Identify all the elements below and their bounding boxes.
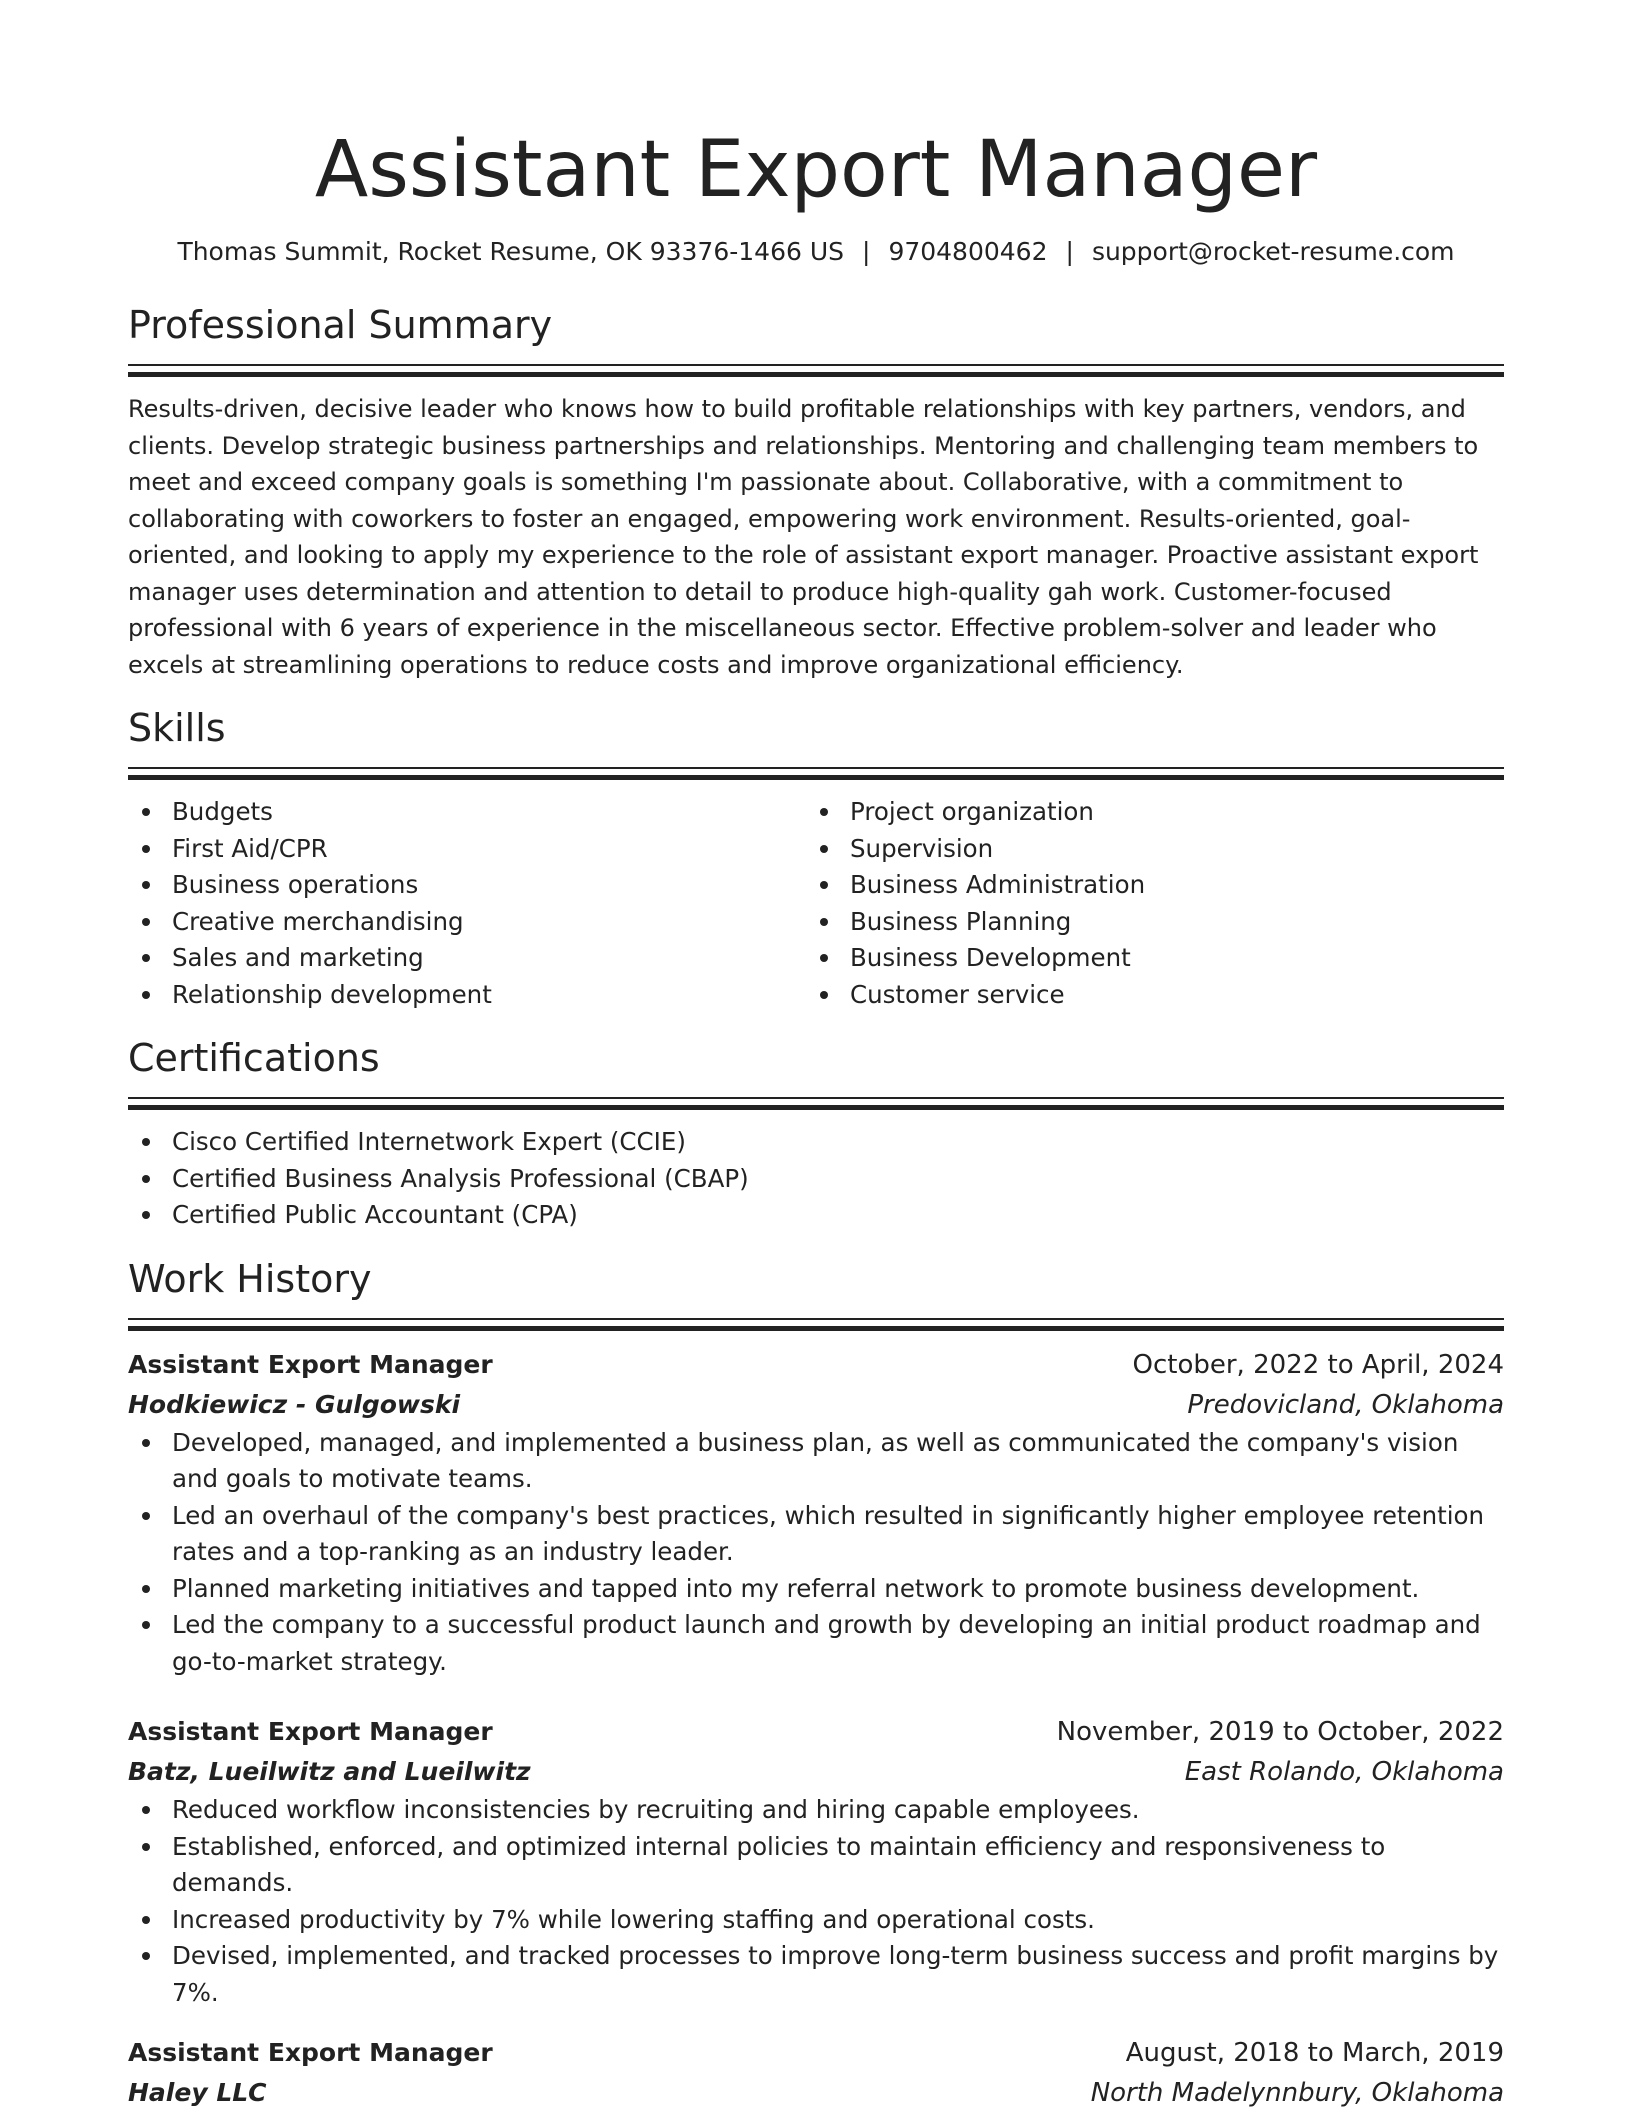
skill-item: Relationship development	[128, 977, 806, 1014]
job-bullet-list	[128, 1425, 1504, 1681]
job-title: Assistant Export Manager	[128, 2033, 493, 2073]
skill-item: Business Development	[806, 940, 1484, 977]
job-title: Assistant Export Manager	[128, 1345, 493, 1385]
job-location: Predovicland, Oklahoma	[1187, 1385, 1504, 1425]
contact-separator: |	[1066, 236, 1074, 268]
section-divider	[128, 1097, 1504, 1110]
job-entry	[128, 1345, 1504, 1681]
bullet-icon	[142, 1138, 150, 1146]
skill-item: Customer service	[806, 977, 1484, 1014]
section-divider	[128, 1318, 1504, 1331]
bullet-icon	[820, 881, 828, 889]
certification-item: Certified Public Accountant (CPA)	[128, 1197, 1504, 1234]
contact-email: support@rocket-resume.com	[1092, 237, 1455, 266]
bullet-icon	[142, 991, 150, 999]
job-company-row	[128, 1752, 1504, 1792]
bullet-icon	[142, 881, 150, 889]
work-history-section	[128, 1256, 1504, 2113]
job-entry	[128, 1712, 1504, 2011]
certification-item: Certified Business Analysis Professional (CBAP)	[128, 1161, 1504, 1198]
section-divider	[128, 364, 1504, 377]
job-company: Batz, Lueilwitz and Lueilwitz	[128, 1752, 531, 1792]
section-divider	[128, 767, 1504, 780]
work-history-heading: Work History	[128, 1256, 1504, 1302]
job-header-row	[128, 1712, 1504, 1752]
bullet-icon	[142, 1806, 150, 1814]
skill-item: Sales and marketing	[128, 940, 806, 977]
summary-section	[128, 302, 1504, 683]
resume-title: Assistant Export Manager	[128, 122, 1504, 218]
skill-item: Budgets	[128, 794, 806, 831]
skill-item: Project organization	[806, 794, 1484, 831]
job-bullet: Led an overhaul of the company's best practices, which resulted in significantly higher employee retention rates and a top-ranking as an industry leader.	[128, 1498, 1504, 1571]
certification-item: Cisco Certified Internetwork Expert (CCIE)	[128, 1124, 1504, 1161]
bullet-icon	[142, 1952, 150, 1960]
bullet-icon	[142, 1843, 150, 1851]
job-bullet: Developed, managed, and implemented a business plan, as well as communicated the company's vision and goals to motivate teams.	[128, 1425, 1504, 1498]
job-bullet-list	[128, 1792, 1504, 2011]
summary-heading: Professional Summary	[128, 302, 1504, 348]
bullet-icon	[142, 1585, 150, 1593]
skills-heading: Skills	[128, 705, 1504, 751]
bullet-icon	[142, 1439, 150, 1447]
job-bullet: Increased productivity by 7% while lowering staffing and operational costs.	[128, 1902, 1504, 1939]
job-company-row	[128, 2073, 1504, 2113]
certifications-list	[128, 1124, 1504, 1234]
job-bullet: Led the company to a successful product launch and growth by developing an initial product roadmap and go-to-market strategy.	[128, 1607, 1504, 1680]
bullet-icon	[820, 918, 828, 926]
bullet-icon	[142, 1211, 150, 1219]
skill-item: Creative merchandising	[128, 904, 806, 941]
contact-phone: 9704800462	[888, 237, 1047, 266]
skill-item: First Aid/CPR	[128, 831, 806, 868]
job-bullet: Established, enforced, and optimized internal policies to maintain efficiency and responsiveness to demands.	[128, 1829, 1504, 1902]
job-location: East Rolando, Oklahoma	[1185, 1752, 1504, 1792]
bullet-icon	[142, 1512, 150, 1520]
job-company-row	[128, 1385, 1504, 1425]
bullet-icon	[820, 991, 828, 999]
job-bullet: Devised, implemented, and tracked processes to improve long-term business success and profit margins by 7%.	[128, 1938, 1504, 2011]
skill-item: Business operations	[128, 867, 806, 904]
bullet-icon	[142, 1916, 150, 1924]
bullet-icon	[142, 954, 150, 962]
bullet-icon	[142, 1175, 150, 1183]
bullet-icon	[820, 845, 828, 853]
contact-line	[128, 236, 1504, 268]
resume-page	[128, 0, 1504, 2113]
job-header-row	[128, 1345, 1504, 1385]
skills-right-list	[806, 794, 1484, 1013]
job-dates: August, 2018 to March, 2019	[1126, 2033, 1504, 2073]
job-bullet: Reduced workflow inconsistencies by recruiting and hiring capable employees.	[128, 1792, 1504, 1829]
skill-item: Supervision	[806, 831, 1484, 868]
bullet-icon	[142, 845, 150, 853]
skill-item: Business Administration	[806, 867, 1484, 904]
bullet-icon	[820, 808, 828, 816]
contact-address: Thomas Summit, Rocket Resume, OK 93376-1466 US	[177, 237, 844, 266]
job-title: Assistant Export Manager	[128, 1712, 493, 1752]
certifications-section	[128, 1035, 1504, 1234]
job-dates: November, 2019 to October, 2022	[1057, 1712, 1504, 1752]
job-entry	[128, 2033, 1504, 2113]
skills-left-list	[128, 794, 806, 1013]
job-dates: October, 2022 to April, 2024	[1132, 1345, 1504, 1385]
job-company: Haley LLC	[128, 2073, 267, 2113]
contact-separator: |	[862, 236, 870, 268]
job-company: Hodkiewicz - Gulgowski	[128, 1385, 460, 1425]
summary-text: Results-driven, decisive leader who knows how to build profitable relationships with key partners, vendors, and clients. Develop strategic business partnerships and relationships. Mentoring and challenging team members to meet and exceed company goals is something I'm passionate about. Collaborative, with a commitment to collaborating with coworkers to foster an engaged, empowering work environment. Results-oriented, goal-oriented, and looking to apply my experience to the role of assistant export manager. Proactive assistant export manager uses determination and attention to detail to produce high-quality gah work. Customer-focused professional with 6 years of experience in the miscellaneous sector. Effective problem-solver and leader who excels at streamlining operations to reduce costs and improve organizational efficiency.	[128, 391, 1504, 683]
job-bullet: Planned marketing initiatives and tapped into my referral network to promote business development.	[128, 1571, 1504, 1608]
bullet-icon	[142, 808, 150, 816]
job-location: North Madelynnbury, Oklahoma	[1091, 2073, 1504, 2113]
skills-grid	[128, 794, 1504, 1013]
job-header-row	[128, 2033, 1504, 2073]
bullet-icon	[142, 1621, 150, 1629]
skill-item: Business Planning	[806, 904, 1484, 941]
certifications-heading: Certifications	[128, 1035, 1504, 1081]
bullet-icon	[142, 918, 150, 926]
skills-section	[128, 705, 1504, 1013]
bullet-icon	[820, 954, 828, 962]
